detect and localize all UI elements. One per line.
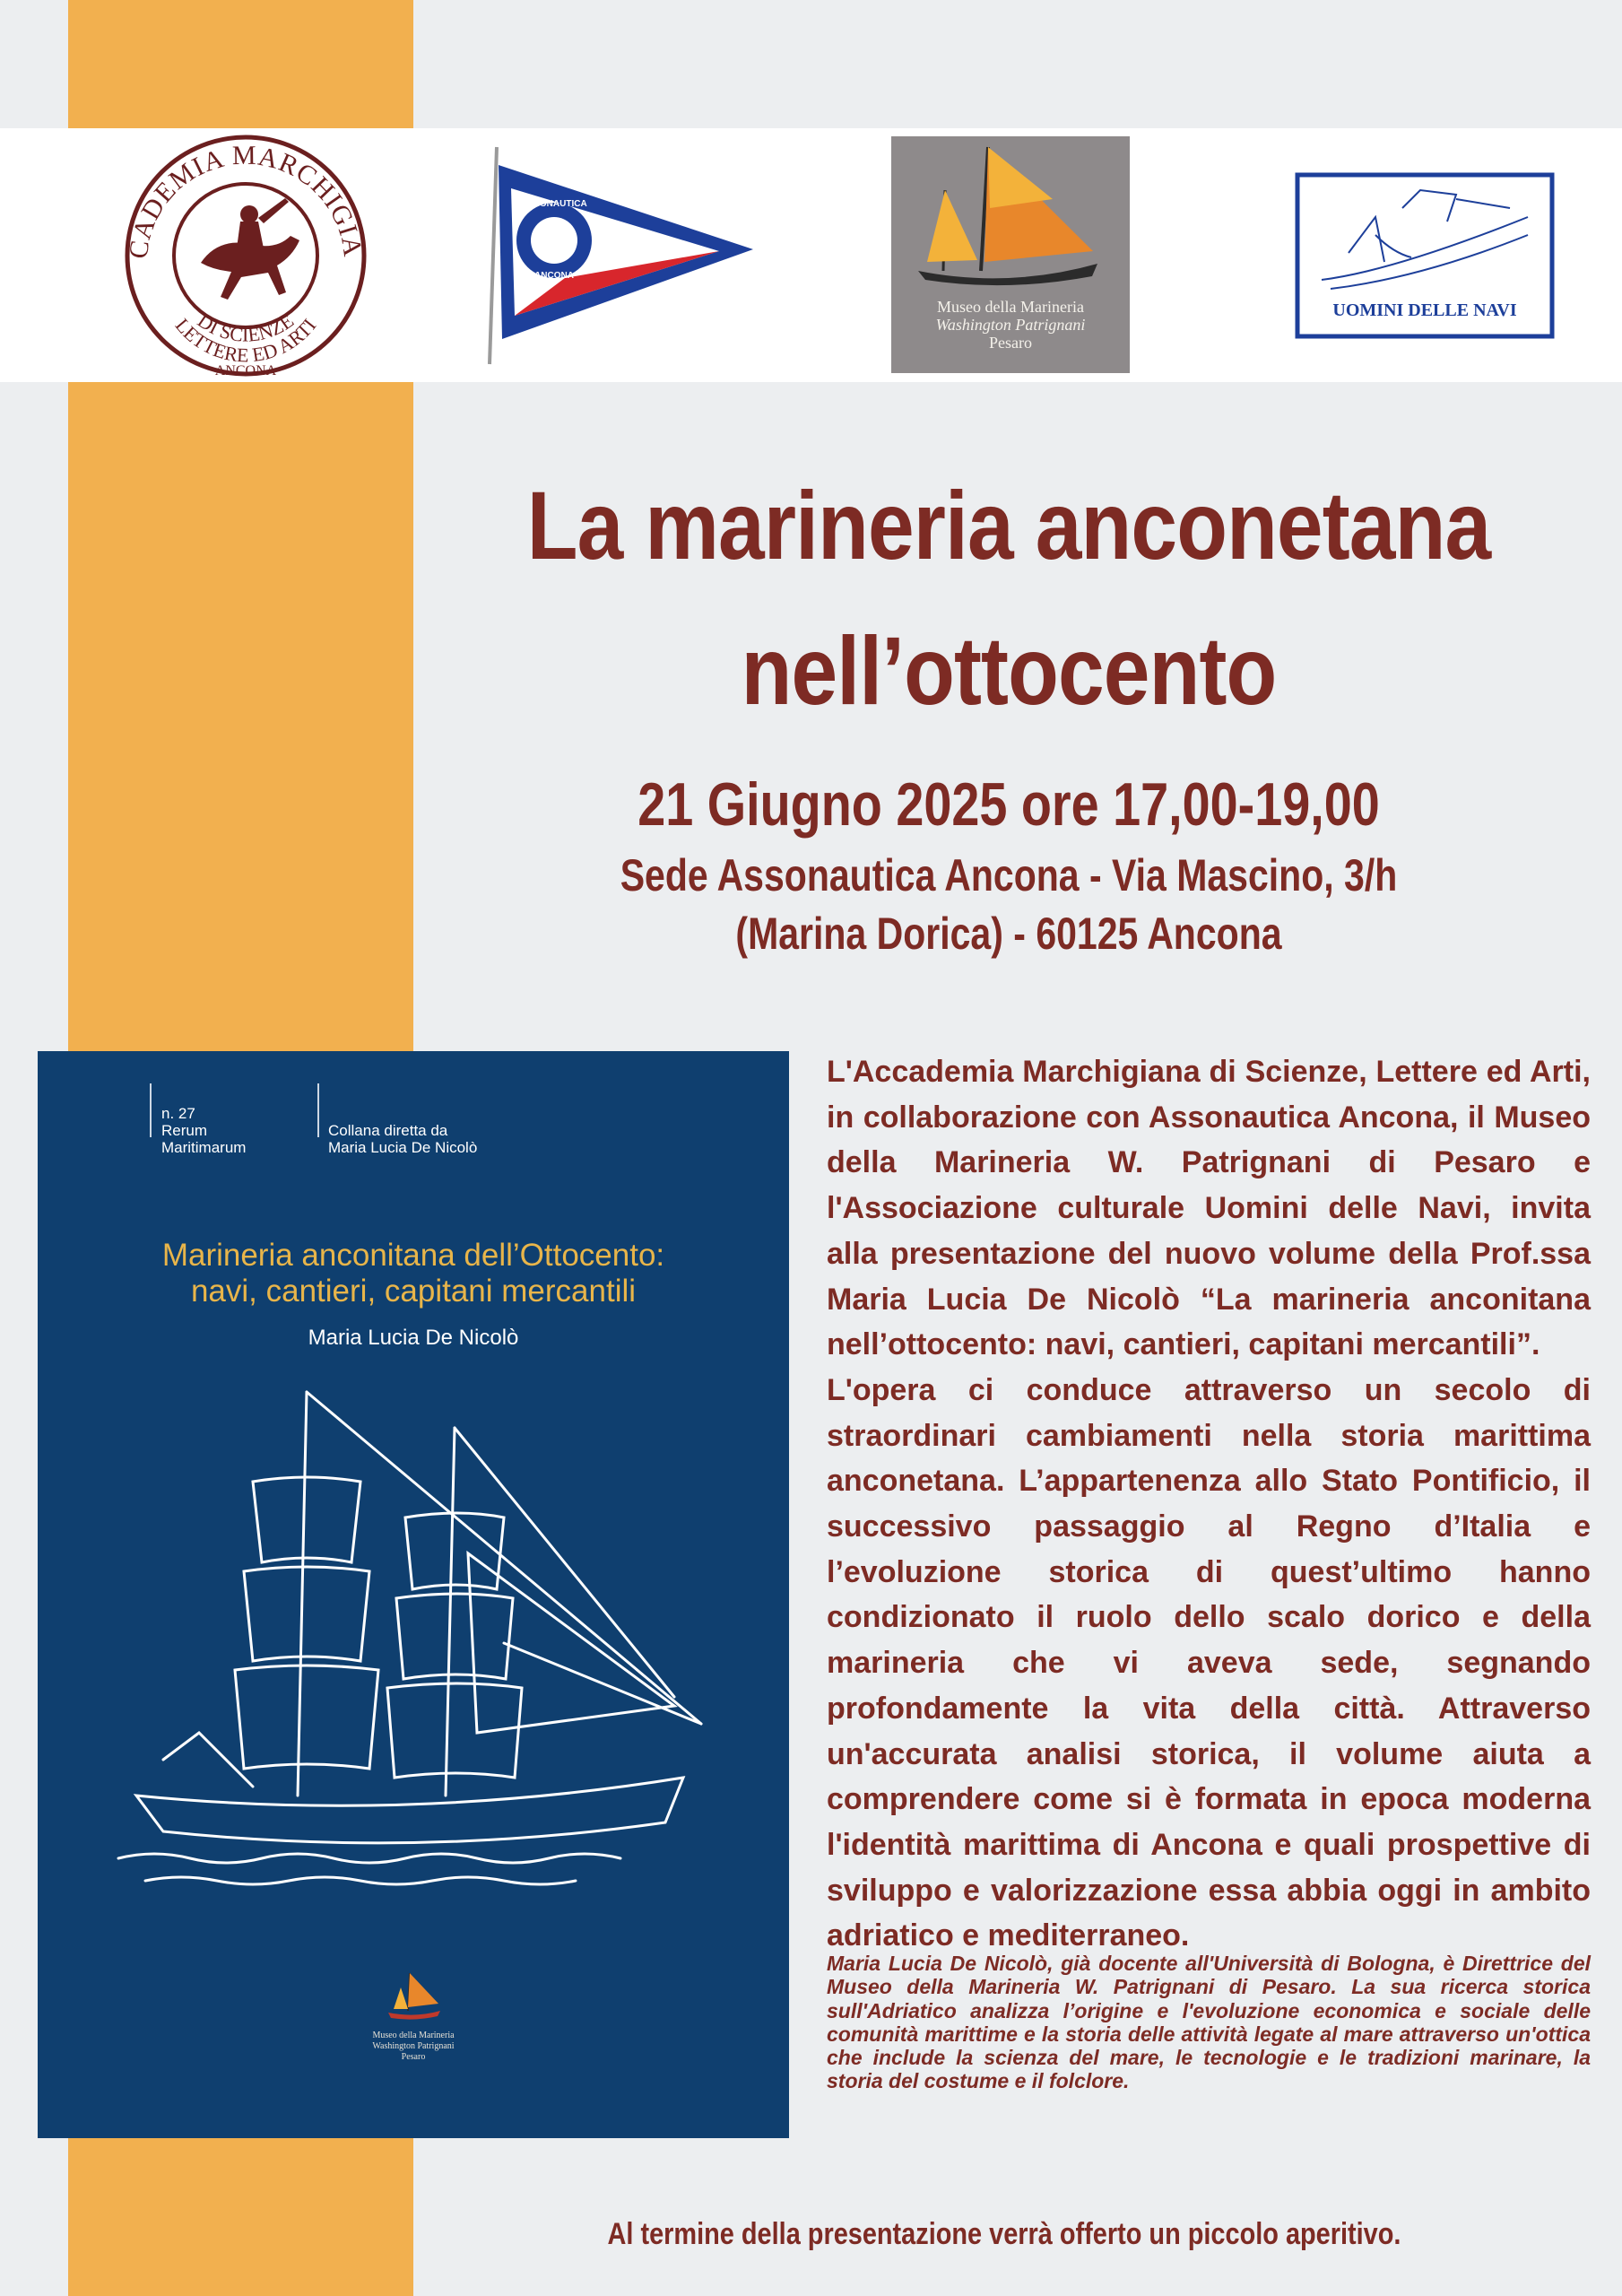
cover-series-name2: Maritimarum: [161, 1139, 247, 1156]
poster-title-line2: nell’ottocento: [741, 616, 1277, 725]
uomini-delle-navi-logo: [1295, 172, 1555, 339]
cover-museo-line2: Washington Patrignani: [372, 2041, 455, 2051]
cover-museo-line1: Museo della Marineria: [372, 2031, 455, 2040]
cover-title-line1: Marineria anconitana dell’Ottocento:: [161, 1238, 665, 1273]
poster-title-line1: La marineria anconetana: [526, 471, 1491, 579]
description-paragraph2: L'opera ci conduce attraverso un secolo di straordinari cambiamenti nella storia marittima anconetana. L’appartenenza allo Stato Pontificio, il successivo passaggio al Regno d’Italia e l’evoluzione storica di quest’ultimo hanno condizionato il ruolo dello scalo dorico e della marineria che vi aveva sede, segnando profondamente la vita della città. Attraverso un'accurata analisi storica, il volume aiuta a comprendere come si è formata in epoca moderna l'identità marittima di Ancona e quali prospettive di sviluppo e valorizzazione essa abbia oggi in ambito adriatico e mediterraneo.: [827, 1372, 1591, 1953]
event-venue-line2: (Marina Dorica) - 60125 Ancona: [735, 909, 1282, 959]
museo-logo-line3: Pesaro: [989, 334, 1032, 352]
horse-rider-icon: [201, 198, 299, 300]
museo-logo-line1: Museo della Marineria: [937, 298, 1084, 316]
sailboat-icon: [891, 136, 1130, 298]
cover-series-number: n. 27: [161, 1105, 195, 1122]
event-description: [827, 1049, 1591, 1959]
footer-note: Al termine della presentazione verrà offerto un piccolo aperitivo.: [607, 2217, 1401, 2251]
accademia-logo-line2: DI SCIENZE: [193, 309, 299, 346]
book-cover: [38, 1051, 789, 2138]
cover-collana-label: Collana diretta da: [328, 1122, 448, 1139]
cover-series-name1: Rerum: [161, 1122, 208, 1139]
assonautica-logo-word: ASSONAUTICA: [521, 199, 587, 209]
cover-museo-line3: Pesaro: [401, 2052, 426, 2062]
museo-logo-line2: Washington Patrignani: [935, 316, 1086, 334]
accademia-logo-line3: LETTERE ED ARTI: [170, 314, 321, 367]
assonautica-logo-city: ANCONA: [534, 271, 574, 281]
accademia-logo-city: ANCONA: [214, 363, 277, 378]
cover-divider: [150, 1083, 152, 1137]
cover-museo-sailboat-icon: [383, 1971, 446, 2022]
uomini-logo-label: UOMINI DELLE NAVI: [1332, 300, 1517, 320]
event-date: 21 Giugno 2025 ore 17,00-19,00: [638, 770, 1380, 839]
accademia-marchigiana-logo: [115, 128, 377, 382]
brigantine-ship-illustration: [109, 1374, 737, 1894]
cover-divider: [317, 1083, 319, 1137]
assonautica-ancona-logo: [484, 144, 762, 368]
cover-title-line2: navi, cantieri, capitani mercantili: [190, 1274, 637, 1309]
description-paragraph1: L'Accademia Marchigiana di Scienze, Lettere ed Arti, in collaborazione con Assonautica Ancona, il Museo della Marineria W. Patrignani di Pesaro e l'Associazione culturale Uomini delle Navi, invita alla presentazione del nuovo volume della Prof.ssa Maria Lucia De Nicolò “La marineria anconitana nell’ottocento: navi, cantieri, capitani mercantili”.: [827, 1055, 1591, 1362]
cover-collana-editor: Maria Lucia De Nicolò: [328, 1139, 478, 1156]
cover-author: Maria Lucia De Nicolò: [308, 1326, 519, 1350]
author-bio: Maria Lucia De Nicolò, già docente all'Università di Bologna, è Direttrice del Museo della Marineria W. Patrignani di Pesaro. La sua ricerca storica sull'Adriatico analizza l’origine e l'evoluzione economica e sociale delle comunità marittime e la storia delle attività legate al mare attraverso un'ottica che include la scienza del mare, le tecnologie e le tradizioni marinare, la storia del costume e il folclore.: [827, 1952, 1591, 2093]
accademia-logo-top-text: CADEMIA MARCHIGIA: [123, 140, 369, 261]
event-venue-line1: Sede Assonautica Ancona - Via Mascino, 3/h: [620, 850, 1398, 900]
museo-marineria-logo: [891, 136, 1130, 373]
